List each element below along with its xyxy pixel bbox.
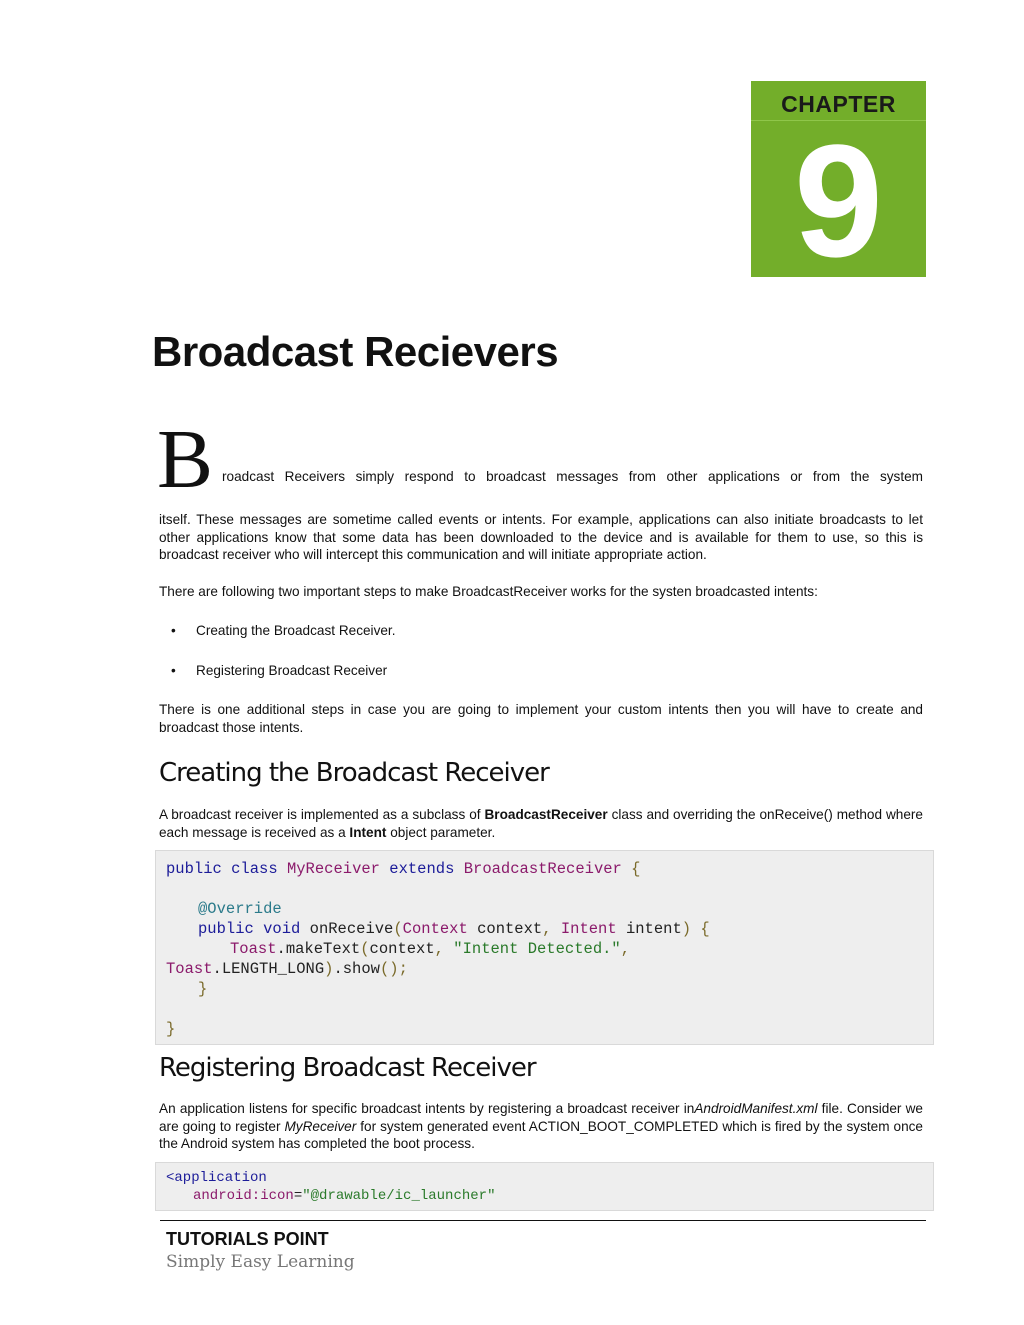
section-heading-registering: Registering Broadcast Receiver xyxy=(159,1053,536,1083)
code-line: } xyxy=(198,980,208,998)
additional-paragraph: There is one additional steps in case you are going to implement your custom intents then you will have to create and broadcast those intents. xyxy=(159,702,923,735)
code-line: <application xyxy=(166,1170,267,1186)
code-block-receiver xyxy=(155,850,934,1045)
code-line: public void onReceive(Context context, Intent intent) { xyxy=(198,920,710,938)
page-title: Broadcast Recievers xyxy=(152,328,559,375)
steps-intro: There are following two important steps to make BroadcastReceiver works for the systen broadcasted intents: xyxy=(159,584,818,599)
code-line: public class MyReceiver extends BroadcastReceiver { xyxy=(166,860,641,878)
chapter-label: CHAPTER xyxy=(781,91,896,117)
code-line: Toast.makeText(context, "Intent Detected.", xyxy=(230,940,631,958)
chapter-badge xyxy=(751,81,926,290)
intro-paragraph: itself. These messages are sometime called events or intents. For example, applications can also initiate broadcasts to let other applications know that some data has been downloaded to the device and is available for them to use, so this is broadcast receiver who will intercept this communication and will initiate appropriate action. xyxy=(159,512,923,562)
code-line: Toast.LENGTH_LONG).show(); xyxy=(166,960,408,978)
bullet-marker: • xyxy=(171,623,176,638)
drop-cap: B xyxy=(157,413,214,506)
section-registering-text: An application listens for specific broadcast intents by registering a broadcast receiver inAndroidManifest.xml file. Consider we are going to register MyReceiver for system generated event ACTION_BOOT_COMPLETED which is fired by the system once the Android system has completed the boot process. xyxy=(159,1101,923,1151)
bullet-marker: • xyxy=(171,663,176,678)
chapter-number: 9 xyxy=(794,111,883,290)
intro-first-line: roadcast Receivers simply respond to broadcast messages from other applications or from the system xyxy=(222,469,923,484)
section-heading-creating: Creating the Broadcast Receiver xyxy=(159,758,549,788)
code-line: } xyxy=(166,1020,176,1038)
code-line: @Override xyxy=(198,900,282,918)
list-item: Registering Broadcast Receiver xyxy=(196,663,388,678)
footer-tagline: Simply Easy Learning xyxy=(166,1252,355,1272)
code-block-manifest xyxy=(155,1162,934,1211)
section-creating-text: A broadcast receiver is implemented as a subclass of BroadcastReceiver class and overriding the onReceive() method where each message is received as a Intent object parameter. xyxy=(159,807,923,840)
code-line: android:icon="@drawable/ic_launcher" xyxy=(193,1188,496,1204)
list-item: Creating the Broadcast Receiver. xyxy=(196,623,396,638)
footer-divider xyxy=(160,1220,926,1221)
footer-brand: TUTORIALS POINT xyxy=(166,1229,329,1249)
